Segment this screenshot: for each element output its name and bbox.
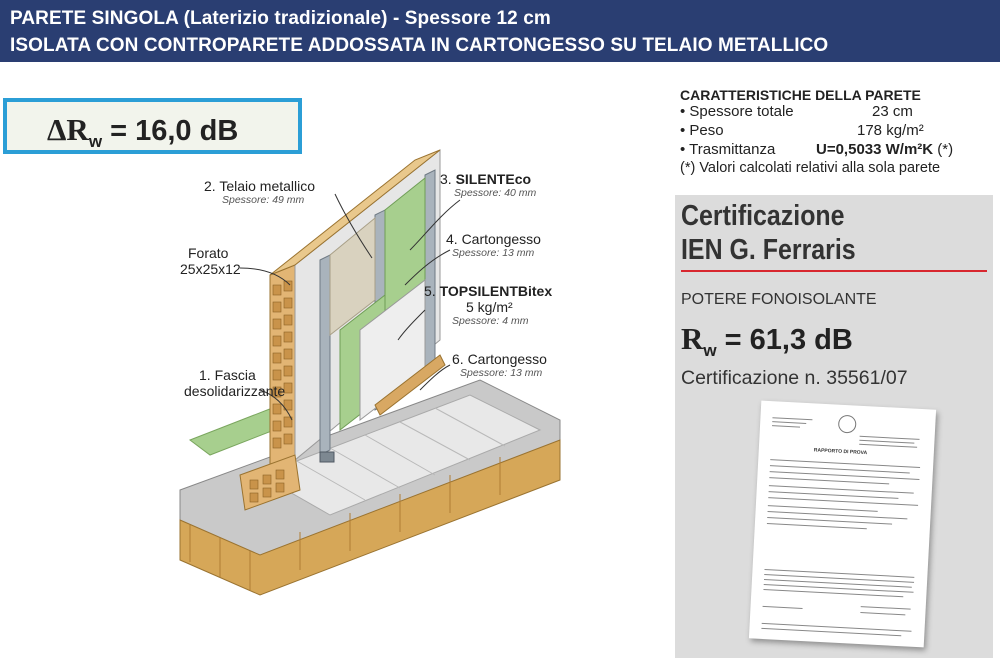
label-telaio-metallico: 2. Telaio metallico Spessore: 49 mm — [204, 178, 316, 206]
properties-title: CARATTERISTICHE DELLA PARETE — [680, 87, 921, 103]
title-line-1: PARETE SINGOLA (Laterizio tradizionale) - Spessore 12 cm — [10, 8, 551, 29]
label-topsilentbitex: 5. TOPSILENTBitex 5 kg/m² Spessore: 4 mm — [424, 283, 553, 327]
label-cartongesso-4: 4. Cartongesso Spessore: 13 mm — [446, 231, 541, 259]
property-row: • Spessore totale 23 cm — [680, 103, 913, 120]
wall-properties — [680, 87, 990, 176]
label-cartongesso-6: 6. Cartongesso Spessore: 13 mm — [452, 351, 547, 379]
rw-value: $R_w = 61,3$ dB — [681, 321, 853, 360]
title-divider — [681, 270, 987, 272]
potere-fonoisolante-label: POTERE FONOISOLANTE — [681, 291, 877, 308]
label-fascia-desolidarizzante: 1. Fascia desolidarizzante — [184, 367, 286, 399]
delta-rw-value: $\Delta R_w = 16,0$ dB — [47, 112, 239, 151]
label-forato: Forato 25x25x12 — [180, 245, 241, 277]
property-row: • Peso 178 kg/m² — [680, 122, 924, 139]
label-silenteco: 3. SILENTEco Spessore: 40 mm — [440, 171, 537, 199]
seal-icon — [838, 415, 857, 434]
certificate-heading: RAPPORTO DI PROVA — [813, 447, 868, 457]
property-row: • Trasmittanza U=0,5033 W/m²K (*) — [680, 141, 954, 158]
certification-number: Certificazione n. 35561/07 — [681, 367, 908, 389]
certification-title: Certificazione IEN G. Ferraris — [681, 200, 856, 266]
title-line-2: ISOLATA CON CONTROPARETE ADDOSSATA IN CARTONGESSO SU TELAIO METALLICO — [10, 35, 829, 56]
properties-note: (*) Valori calcolati relativi alla sola parete — [680, 160, 941, 176]
certificate-document-image — [749, 401, 936, 648]
